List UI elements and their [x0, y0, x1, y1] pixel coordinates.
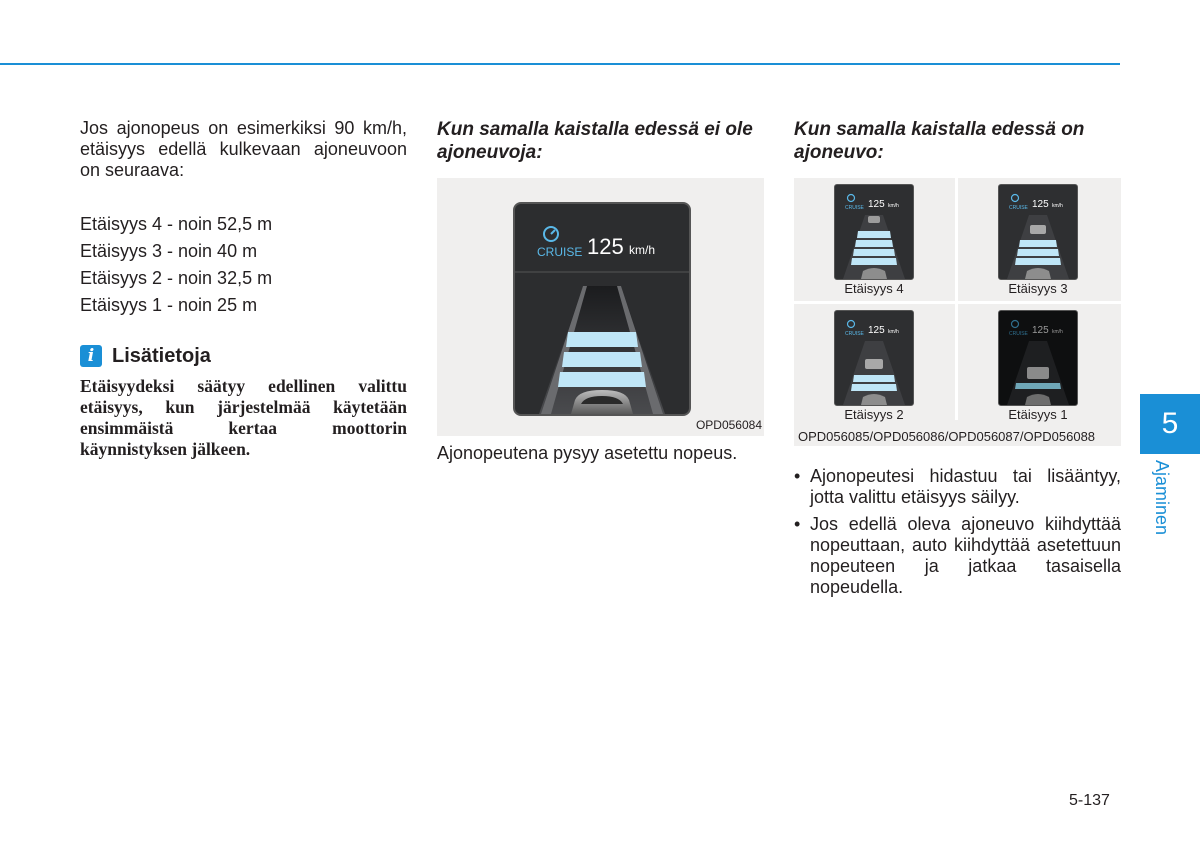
speed-unit: km/h: [888, 203, 899, 209]
section-heading-vehicle-ahead: Kun samalla kaistalla edessä on ajoneuvo:: [794, 119, 1085, 163]
column-middle: [437, 118, 764, 164]
distance-label: Etäisyys 4: [844, 281, 904, 296]
mini-cluster-display: [834, 310, 914, 406]
set-speed: 125: [1032, 325, 1049, 336]
mini-cluster-display: [998, 310, 1078, 406]
chapter-label: Ajaminen: [1152, 460, 1172, 536]
cruise-label: CRUISE: [845, 205, 864, 211]
lead-car-icon: [865, 359, 883, 369]
info-icon: i: [80, 345, 102, 367]
column-left: [80, 118, 407, 460]
figure-caption: Ajonopeutena pysyy asetettu nopeus.: [437, 443, 738, 463]
instrument-cluster-display: [513, 202, 691, 416]
info-title: Lisätietoja: [112, 344, 211, 367]
cruise-label: CRUISE: [1009, 331, 1028, 337]
set-speed: 125: [868, 325, 885, 336]
distance-label: Etäisyys 2: [844, 407, 904, 422]
distance-bar: [566, 332, 638, 347]
page-number: 5-137: [1069, 792, 1110, 809]
distance-figures: [794, 178, 1121, 446]
figure-code: OPD056084: [695, 418, 762, 432]
distance-label: Etäisyys 1: [1008, 407, 1068, 422]
set-speed: 125: [1032, 199, 1049, 210]
distance-item: Etäisyys 1 - noin 25 m: [80, 295, 258, 315]
distance-item: Etäisyys 3 - noin 40 m: [80, 241, 258, 261]
speed-unit: km/h: [1052, 329, 1063, 335]
info-heading: [80, 343, 407, 369]
speed-unit: km/h: [888, 329, 899, 335]
figure-codes: OPD056085/OPD056086/OPD056087/OPD056088: [798, 429, 1096, 444]
set-speed: 125: [587, 234, 624, 259]
distance-item: Etäisyys 2 - noin 32,5 m: [80, 268, 273, 288]
cruise-label: CRUISE: [537, 245, 583, 259]
lead-car-icon: [868, 216, 880, 223]
chapter-tab: 5: [1140, 394, 1200, 454]
distance-list: [80, 211, 407, 319]
speed-unit: km/h: [1052, 203, 1063, 209]
distance-2-figure: [794, 304, 954, 423]
distance-bar: [562, 352, 642, 367]
speed-unit: km/h: [629, 243, 656, 257]
info-text: Etäisyydeksi säätyy edellinen valittu etäisyys, kun järjestelmää käytetään ensimmäistä kertaa moottorin käynnistyksen jälkeen.: [80, 376, 407, 459]
list-item: • Ajonopeutesi hidastuu tai lisääntyy, jotta valittu etäisyys säilyy.: [794, 466, 1121, 507]
lead-car-icon: [1027, 367, 1049, 379]
cluster-figure: [437, 178, 764, 436]
cluster-graphic: [515, 204, 689, 414]
mini-cluster-display: [834, 184, 914, 280]
column-right: [794, 118, 1121, 164]
mini-cluster-display: [998, 184, 1078, 280]
distance-1-figure: [958, 304, 1118, 423]
bullet-list: [794, 466, 1121, 604]
lead-car-icon: [1030, 225, 1046, 234]
distance-3-figure: [958, 178, 1118, 297]
cruise-label: CRUISE: [845, 331, 864, 337]
distance-bar: [558, 372, 646, 387]
section-heading-no-vehicle: Kun samalla kaistalla edessä ei ole ajoneuvoja:: [437, 119, 753, 163]
intro-paragraph: Jos ajonopeus on esimerkiksi 90 km/h, etäisyys edellä kulkevaan ajoneuvoon on seuraava:: [80, 118, 407, 180]
list-item: • Jos edellä oleva ajoneuvo kiihdyttää nopeuttaan, auto kiihdyttää asetettuun nopeuteen ja jatkaa tasaisella nopeudella.: [794, 514, 1121, 597]
cruise-icon: [544, 227, 558, 241]
set-speed: 125: [868, 199, 885, 210]
distance-4-figure: [794, 178, 954, 297]
distance-label: Etäisyys 3: [1008, 281, 1068, 296]
header-rule: [0, 63, 1120, 65]
cruise-label: CRUISE: [1009, 205, 1028, 211]
distance-item: Etäisyys 4 - noin 52,5 m: [80, 214, 273, 234]
